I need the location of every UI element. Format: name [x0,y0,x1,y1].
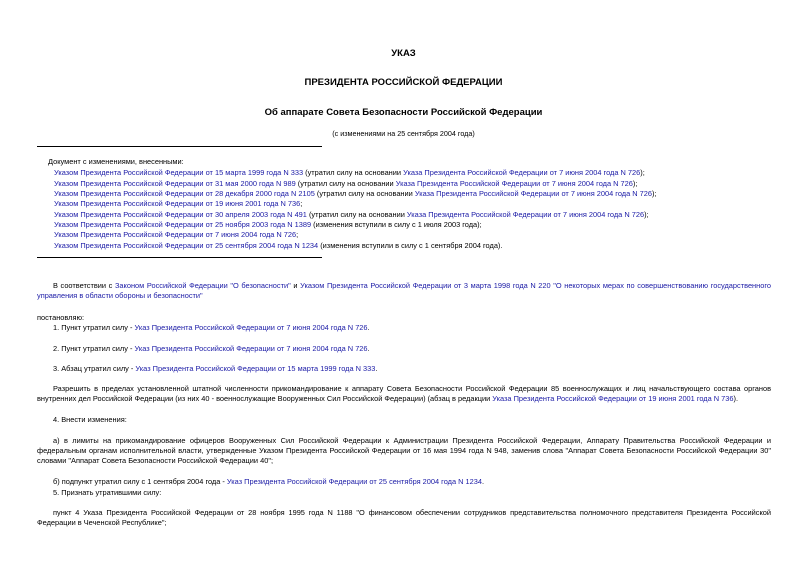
list-item: Указом Президента Российской Федерации от 15 марта 1999 года N 333 (утратил силу на основании Указа Президента Российской Федерации от 7 июня 2004 года N 726); [54,168,645,177]
decree-link[interactable]: Указ Президента Российской Федерации от 7 июня 2004 года N 726 [134,323,368,332]
item-4a-paragraph: а) в лимиты на прикомандирование офицеров Вооруженных Сил Российской Федерации к Администрации Президента Российской Федерации, Аппарату Правительства Российской Федерации и федеральным органам исполнительной власти, утвержденные Указом Президента Российской Федерации от 16 мая 1994 года N 948, заменив слова "Аппарат Совета Безопасности Российской Федерации 30" словами "Аппарат Совета Безопасности Российской Федерации 40"; [37,436,771,465]
law-link[interactable]: Законом Российской Федерации "О безопасности" [114,281,291,290]
decree-link[interactable]: Указ Президента Российской Федерации от 7 июня 2004 года N 726 [134,344,368,353]
changes-intro: Документ с изменениями, внесенными: [48,157,184,166]
change-link[interactable]: Указа Президента Российской Федерации от 7 июня 2004 года N 726 [403,168,641,177]
list-item: Указом Президента Российской Федерации от 7 июня 2004 года N 726; [54,230,299,239]
divider-bottom [37,257,322,258]
preamble-paragraph: В соответствии с Законом Российской Федерации "О безопасности" и Указом Президента Российской Федерации от 3 марта 1998 года N 220 "О некоторых мерах по совершенствованию государственного управления в области обороны и безопасности" [37,281,771,300]
item-5: 5. Признать утратившими силу: [53,488,162,497]
list-item: Указом Президента Российской Федерации от 31 мая 2000 года N 989 (утратил силу на основании Указа Президента Российской Федерации от 7 июня 2004 года N 726); [54,179,638,188]
change-link[interactable]: Указа Президента Российской Федерации от 7 июня 2004 года N 726 [406,210,645,219]
item-2: 2. Пункт утратил силу - Указ Президента Российской Федерации от 7 июня 2004 года N 726. [53,344,370,353]
item-1: 1. Пункт утратил силу - Указ Президента Российской Федерации от 7 июня 2004 года N 726. [53,323,370,332]
change-link[interactable]: Указа Президента Российской Федерации от 7 июня 2004 года N 726 [414,189,652,198]
change-link[interactable]: Указом Президента Российской Федерации от 19 июня 2001 года N 736 [54,199,301,208]
change-link[interactable]: Указом Президента Российской Федерации от 15 марта 1999 года N 333 [54,168,304,177]
change-link[interactable]: Указом Президента Российской Федерации от 31 мая 2000 года N 989 [54,179,296,188]
divider-top [37,146,322,147]
item-4b: б) подпункт утратил силу с 1 сентября 2004 года - Указ Президента Российской Федерации от 25 сентября 2004 года N 1234. [53,477,485,486]
list-item: Указом Президента Российской Федерации от 19 июня 2001 года N 736; [54,199,303,208]
change-link[interactable]: Указом Президента Российской Федерации от 28 декабря 2000 года N 2105 [54,189,315,198]
change-link[interactable]: Указом Президента Российской Федерации от 30 апреля 2003 года N 491 [54,210,307,219]
change-link[interactable]: Указом Президента Российской Федерации от 25 сентября 2004 года N 1234 [54,241,319,250]
decree-link[interactable]: Указ Президента Российской Федерации от 25 сентября 2004 года N 1234 [226,477,482,486]
item-5-paragraph: пункт 4 Указа Президента Российской Федерации от 28 ноября 1995 года N 1188 "О финансовом обеспечении сотрудников представительства полномочного представителя Президента Российской Федерации в Чеченской Республике"; [37,508,771,527]
postanovlyayu-text: постановляю: [37,313,85,322]
list-item: Указом Президента Российской Федерации от 25 ноября 2003 года N 1389 (изменения вступили в силу с 1 июля 2003 года); [54,220,482,229]
change-link[interactable]: Указа Президента Российской Федерации от 7 июня 2004 года N 726 [395,179,633,188]
list-item: Указом Президента Российской Федерации от 30 апреля 2003 года N 491 (утратил силу на основании Указа Президента Российской Федерации от 7 июня 2004 года N 726); [54,210,649,219]
decree-link[interactable]: Указа Президента Российской Федерации от 19 июня 2001 года N 736 [492,394,734,403]
change-link[interactable]: Указом Президента Российской Федерации от 25 ноября 2003 года N 1389 [54,220,312,229]
allow-paragraph: Разрешить в пределах установленной штатной численности прикомандирование к аппарату Совета Безопасности Российской Федерации 85 военнослужащих и лиц начальствующего состава органов внутренних дел Российской Федерации (из них 40 - военнослужащие Вооруженных Сил Российской Федерации) (абзац в редакции Указа Президента Российской Федерации от 19 июня 2001 года N 736). [37,384,771,403]
list-item: Указом Президента Российской Федерации от 25 сентября 2004 года N 1234 (изменения вступили в силу с 1 сентября 2004 года). [54,241,503,250]
document-subtitle: ПРЕЗИДЕНТА РОССИЙСКОЙ ФЕДЕРАЦИИ [304,77,503,88]
document-heading: Об аппарате Совета Безопасности Российской Федерации [264,107,543,118]
change-link[interactable]: Указом Президента Российской Федерации от 7 июня 2004 года N 726 [54,230,297,239]
decree-link[interactable]: Указ Президента Российской Федерации от 15 марта 1999 года N 333 [135,364,376,373]
document-title: УКАЗ [391,48,416,59]
revision-note: (с изменениями на 25 сентября 2004 года) [332,129,475,138]
list-item: Указом Президента Российской Федерации от 28 декабря 2000 года N 2105 (утратил силу на основании Указа Президента Российской Федерации от 7 июня 2004 года N 726); [54,189,657,198]
item-4: 4. Внести изменения: [53,415,127,424]
decree-link[interactable]: Указом Президента Российской Федерации от 3 марта 1998 года N 220 "О некоторых мерах по совершенствованию государственного управления в области обороны и безопасности" [37,281,771,300]
item-3: 3. Абзац утратил силу - Указ Президента Российской Федерации от 15 марта 1999 года N 333. [53,364,378,373]
